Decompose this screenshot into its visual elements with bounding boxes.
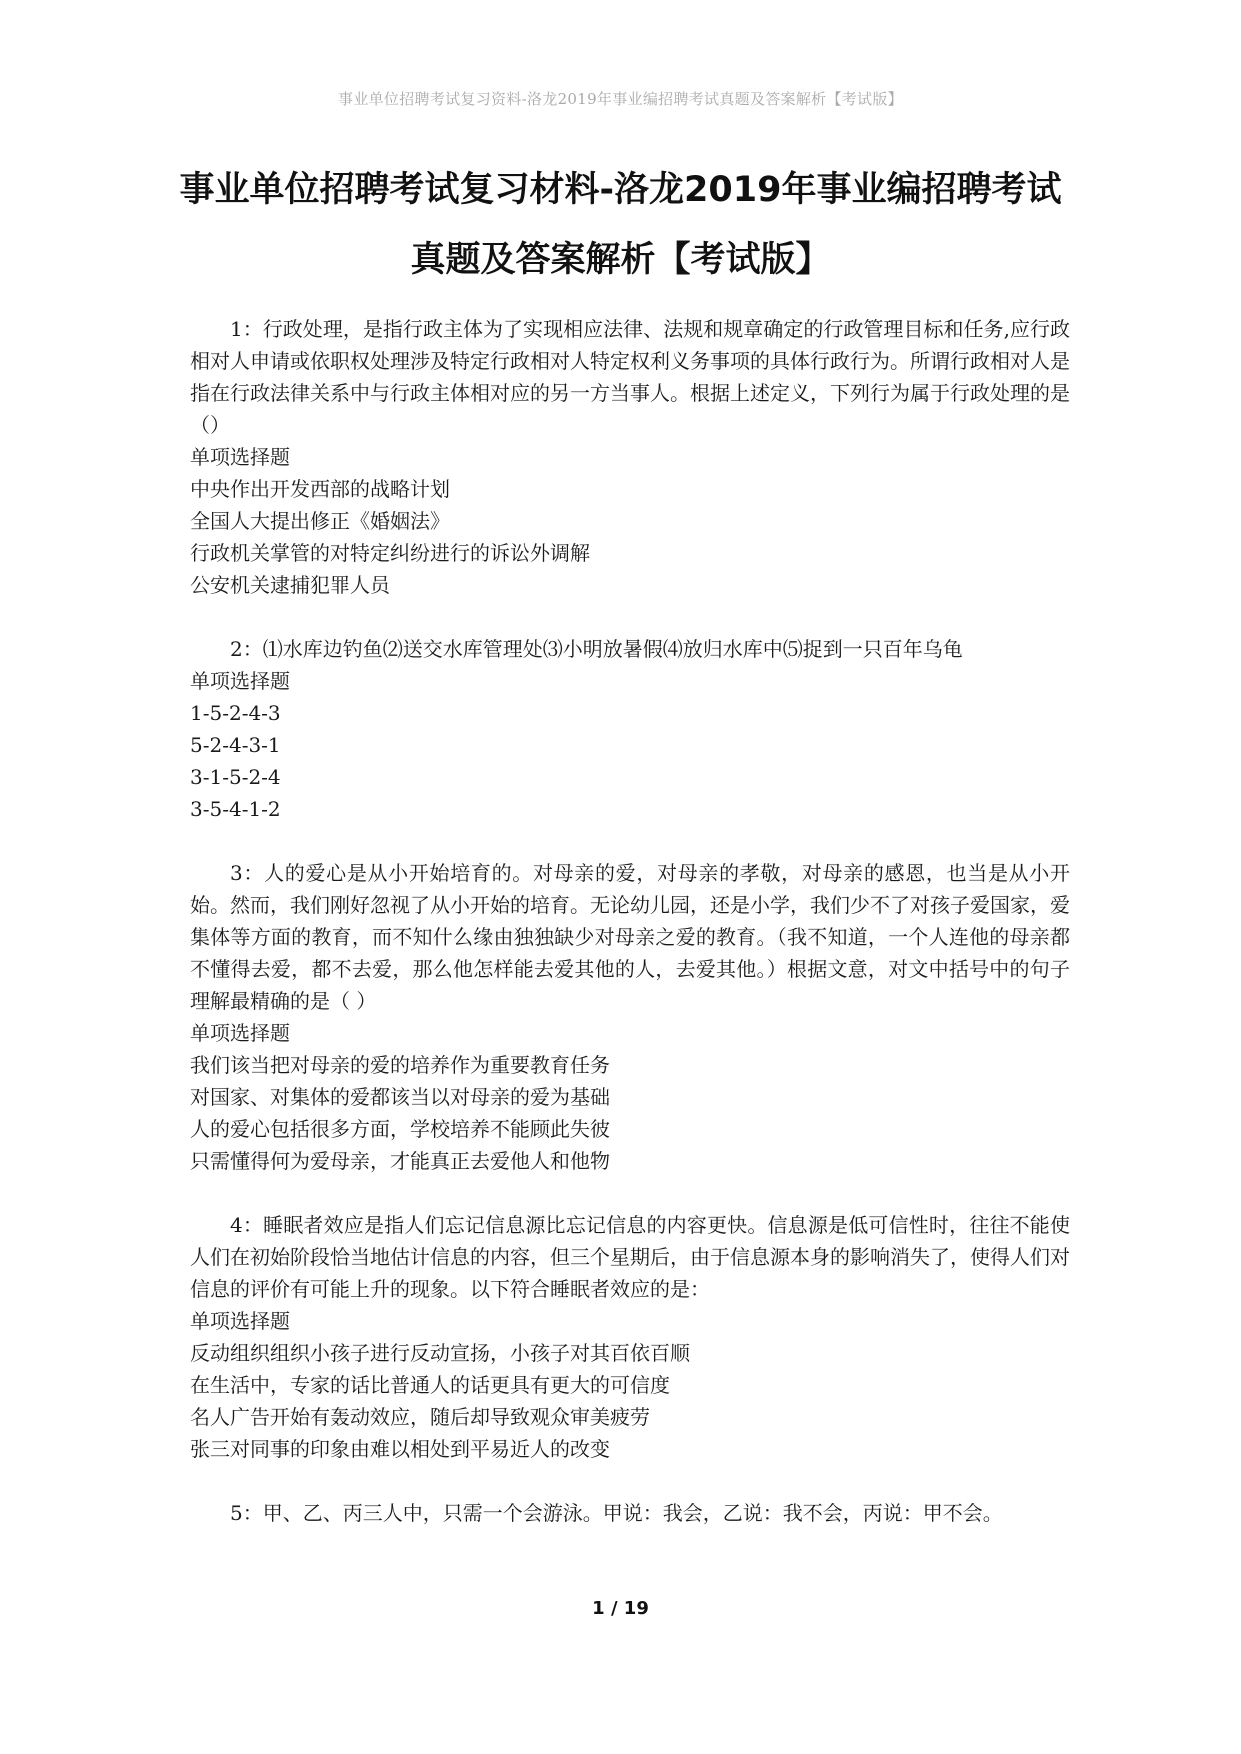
question-type: 单项选择题 bbox=[190, 1309, 290, 1333]
document-title bbox=[160, 155, 1081, 295]
answer-option: 中央作出开发西部的战略计划 bbox=[190, 477, 450, 501]
question-4 bbox=[190, 1209, 1070, 1465]
answer-option: 反动组织组织小孩子进行反动宣扬，小孩子对其百依百顺 bbox=[190, 1341, 690, 1365]
question-5 bbox=[190, 1497, 1070, 1529]
answer-option: 1-5-2-4-3 bbox=[190, 701, 281, 725]
document-title-line-1: 事业单位招聘考试复习材料-洛龙2019年事业编招聘考试 bbox=[179, 170, 1062, 210]
question-type: 单项选择题 bbox=[190, 669, 290, 693]
question-list bbox=[190, 313, 1070, 1561]
question-3 bbox=[190, 857, 1070, 1177]
answer-option: 公安机关逮捕犯罪人员 bbox=[190, 573, 390, 597]
answer-option: 5-2-4-3-1 bbox=[190, 733, 281, 757]
answer-option: 在生活中，专家的话比普通人的话更具有更大的可信度 bbox=[190, 1373, 670, 1397]
question-stem: 1：行政处理，是指行政主体为了实现相应法律、法规和规章确定的行政管理目标和任务,应行政相对人申请或依职权处理涉及特定行政相对人特定权利义务事项的具体行政行为。所谓行政相对人是指在行政法律关系中与行政主体相对应的另一方当事人。根据上述定义，下列行为属于行政处理的是（） bbox=[190, 317, 1070, 437]
question-stem: 5：甲、乙、丙三人中，只需一个会游泳。甲说：我会，乙说：我不会，丙说：甲不会。 bbox=[230, 1501, 1003, 1525]
answer-option: 只需懂得何为爱母亲，才能真正去爱他人和他物 bbox=[190, 1149, 610, 1173]
answer-option: 名人广告开始有轰动效应，随后却导致观众审美疲劳 bbox=[190, 1405, 650, 1429]
answer-option: 人的爱心包括很多方面，学校培养不能顾此失彼 bbox=[190, 1117, 610, 1141]
answer-option: 张三对同事的印象由难以相处到平易近人的改变 bbox=[190, 1437, 610, 1461]
document-title-line-2: 真题及答案解析【考试版】 bbox=[410, 240, 831, 280]
answer-option: 对国家、对集体的爱都该当以对母亲的爱为基础 bbox=[190, 1085, 610, 1109]
answer-option: 3-5-4-1-2 bbox=[190, 797, 281, 821]
answer-option: 行政机关掌管的对特定纠纷进行的诉讼外调解 bbox=[190, 541, 590, 565]
question-stem: 3：人的爱心是从小开始培育的。对母亲的爱，对母亲的孝敬，对母亲的感恩，也当是从小开始。然而，我们刚好忽视了从小开始的培育。无论幼儿园，还是小学，我们少不了对孩子爱国家，爱集体等方面的教育，而不知什么缘由独独缺少对母亲之爱的教育。（我不知道，一个人连他的母亲都不懂得去爱，都不去爱，那么他怎样能去爱其他的人，去爱其他。）根据文意，对文中括号中的句子理解最精确的是（ ） bbox=[190, 861, 1070, 1013]
running-header: 事业单位招聘考试复习资料-洛龙2019年事业编招聘考试真题及答案解析【考试版】 bbox=[338, 90, 903, 108]
question-2 bbox=[190, 633, 1070, 825]
question-type: 单项选择题 bbox=[190, 445, 290, 469]
page-indicator: 1 / 19 bbox=[592, 1598, 649, 1619]
answer-option: 全国人大提出修正《婚姻法》 bbox=[190, 509, 450, 533]
answer-option: 3-1-5-2-4 bbox=[190, 765, 281, 789]
question-stem: 4：睡眠者效应是指人们忘记信息源比忘记信息的内容更快。信息源是低可信性时，往往不能使人们在初始阶段恰当地估计信息的内容，但三个星期后，由于信息源本身的影响消失了，使得人们对信息的评价有可能上升的现象。以下符合睡眠者效应的是： bbox=[190, 1213, 1070, 1301]
answer-option: 我们该当把对母亲的爱的培养作为重要教育任务 bbox=[190, 1053, 610, 1077]
question-type: 单项选择题 bbox=[190, 1021, 290, 1045]
question-1 bbox=[190, 313, 1070, 601]
question-stem: 2：⑴水库边钓鱼⑵送交水库管理处⑶小明放暑假⑷放归水库中⑸捉到一只百年乌龟 bbox=[230, 637, 963, 661]
